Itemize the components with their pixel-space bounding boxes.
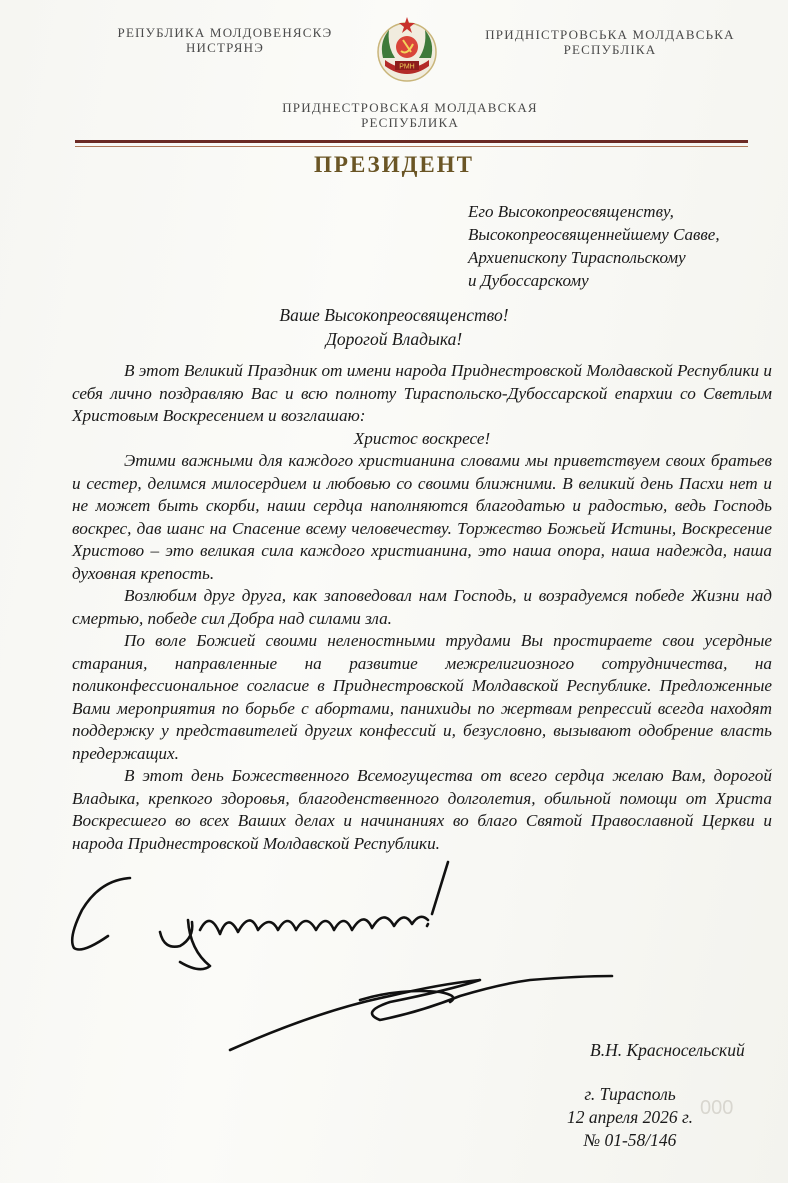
addressee-line: Высокопреосвященнейшему Савве,: [468, 225, 720, 244]
letterhead-russian-line1: ПРИДНЕСТРОВСКАЯ МОЛДАВСКАЯ: [282, 100, 538, 115]
addressee-line: Архиепископу Тираспольскому: [468, 248, 686, 267]
letterhead-ukrainian: [470, 27, 750, 57]
paschal-greeting: Христос воскресе!: [353, 428, 491, 448]
letterhead-ukrainian-line2: РЕСПУБЛІКА: [563, 42, 657, 57]
body-paragraph: Этими важными для каждого христианина словами мы приветствуем своих братьев и сестер, делимся милосердием и любовью со своими ближними. В великий день Пасхи нет и не может быть скорби, наши сердца наполняются благодатью и радостью, ведь Господь воскрес, дав шанс на Спасение всему человечеству. Торжество Божьей Истины, Воскресение Христово – это великая сила каждого христианина, это наша опора, наша надежда, наша духовная крепость.: [72, 451, 772, 583]
letterhead-moldovan-line2: НИСТРЯНЭ: [185, 40, 265, 55]
letter-body: [72, 360, 772, 855]
document-meta: [540, 1083, 720, 1152]
document-number: № 01-58/146: [583, 1130, 677, 1150]
letterhead-moldovan: [100, 25, 350, 55]
letterhead-divider: [75, 140, 748, 143]
addressee-block: [468, 200, 778, 292]
handwritten-signature: [60, 850, 620, 1070]
salutation: [0, 303, 788, 351]
signatory-name: В.Н. Красносельский: [590, 1040, 745, 1060]
letterhead-russian-line2: РЕСПУБЛИКА: [361, 115, 459, 130]
emblem-letters: РМН: [399, 63, 415, 71]
letterhead-russian: [250, 100, 570, 130]
salutation-line2: Дорогой Владыка!: [325, 329, 463, 349]
document-place: г. Тирасполь: [584, 1084, 676, 1104]
addressee-line: Его Высокопреосвященству,: [468, 202, 674, 221]
document-date: 12 апреля 2026 г.: [567, 1107, 693, 1127]
body-paragraph: По воле Божией своими неленостными трудами Вы простираете свои усердные старания, направленные на развитие межрелигиозного сотрудничества, на поликонфессиональное согласие в Приднестровской Молдавской Республике. Предложенные Вами мероприятия по борьбе с абортами, панихиды по жертвам репрессий всегда находят поддержку у представителей других конфессий и, безусловно, вызывают одобрение власть предержащих.: [72, 631, 772, 763]
body-paragraph: В этот день Божественного Всемогущества от всего сердца желаю Вам, дорогой Владыка, крепкого здоровья, благоденственного долголетия, обильной помощи от Христа Воскресшего во всех Ваших делах и начинаниях во благо Святой Православной Церкви и народа Приднестровской Молдавской Республики.: [72, 766, 772, 853]
letterhead-moldovan-line1: РЕПУБЛИКА МОЛДОВЕНЯСКЭ: [117, 25, 333, 40]
body-paragraph: Возлюбим друг друга, как заповедовал нам Господь, и возрадуемся победе Жизни над смертью, победе сил Добра над силами зла.: [72, 586, 772, 628]
salutation-line1: Ваше Высокопреосвященство!: [279, 305, 509, 325]
document-title: ПРЕЗИДЕНТ: [314, 152, 474, 177]
faint-stamp: 000: [700, 1097, 734, 1119]
addressee-line: и Дубоссарскому: [468, 271, 589, 290]
letterhead-ukrainian-line1: ПРИДНІСТРОВСЬКА МОЛДАВСЬКА: [485, 27, 735, 42]
body-paragraph: В этот Великий Праздник от имени народа Приднестровской Молдавской Республики и себя лично поздравляю Вас и всю полноту Тираспольско-Дубоссарской епархии со Светлым Христовым Воскресением и возглашаю:: [72, 361, 772, 425]
letterhead-divider-thin: [75, 146, 748, 147]
state-emblem-icon: [373, 14, 441, 88]
